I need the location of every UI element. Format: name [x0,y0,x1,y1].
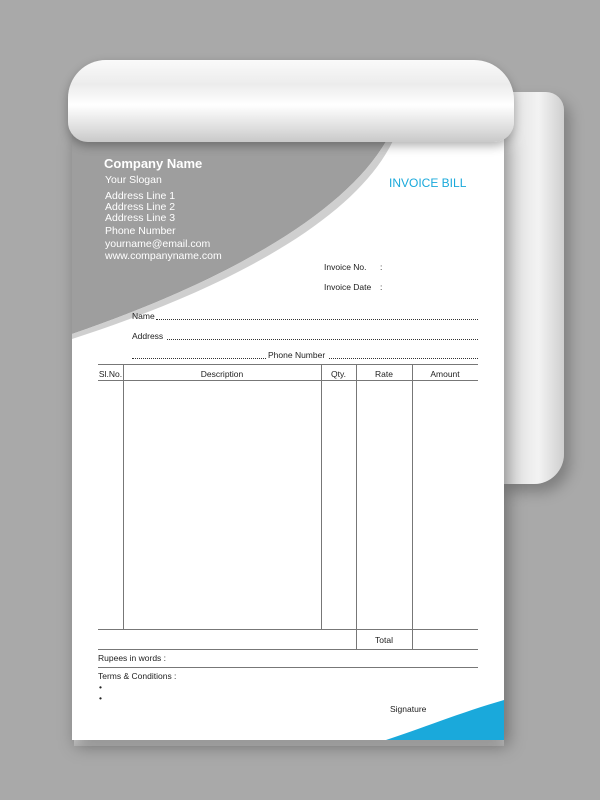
invoice-date-colon: : [380,282,383,292]
table-divider-rate [412,364,413,649]
column-header-slno: Sl.No. [98,369,123,379]
company-email: yourname@email.com [105,238,211,250]
invoice-no-label: Invoice No. [324,262,367,272]
invoice-date-label: Invoice Date [324,282,372,292]
column-header-description: Description [200,369,244,379]
company-slogan: Your Slogan [105,174,162,186]
customer-line-left [132,358,266,359]
address-field-line [167,339,478,340]
rupees-line [98,667,478,668]
terms-bullet-2: • [99,693,102,703]
company-phone: Phone Number [105,225,176,237]
phone-label: Phone Number [268,350,326,360]
invoice-no-colon: : [380,262,383,272]
invoice-title: INVOICE BILL [389,176,467,190]
column-header-amount: Amount [430,369,460,379]
table-body-border [98,629,478,630]
address-label: Address [132,331,164,341]
company-website: www.companyname.com [105,250,222,262]
notepad-back-pages [500,92,564,484]
rupees-in-words-label: Rupees in words : [98,653,167,663]
column-header-rate: Rate [375,369,393,379]
address-line-3: Address Line 3 [105,212,176,224]
company-name: Company Name [104,156,203,171]
table-divider-description [321,364,322,629]
table-divider-slno [123,364,124,629]
table-top-border [98,364,478,365]
address-line-2: Address Line 2 [105,201,176,213]
column-header-qty: Qty. [331,369,346,379]
invoice-page [72,134,504,740]
table-header-border [98,380,478,381]
name-label: Name [132,311,155,321]
address-line-1: Address Line 1 [105,190,176,202]
table-bottom-border [98,649,478,650]
table-divider-qty [356,364,357,649]
signature-label: Signature [390,704,427,714]
phone-field-line [329,358,478,359]
total-label: Total [375,635,393,645]
terms-bullet-1: • [99,682,102,692]
notepad-binding-curl [68,60,514,142]
terms-label: Terms & Conditions : [98,671,177,681]
name-field-line [156,319,478,320]
